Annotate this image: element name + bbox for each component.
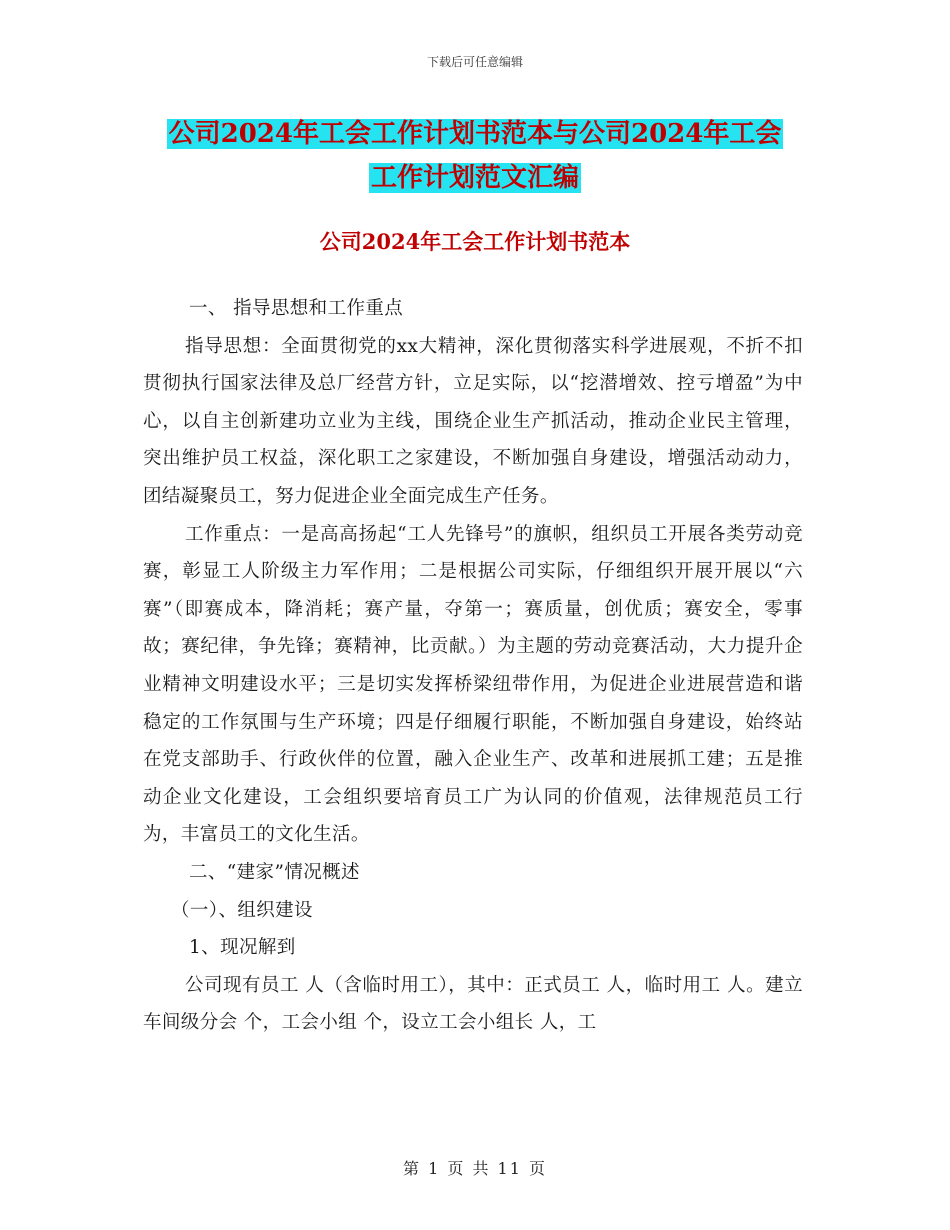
- heading-organization: （一）、组织建设: [171, 899, 313, 921]
- document-title-line2: 工作计划范文汇编: [370, 163, 579, 193]
- section-title: 公司2024年工会工作计划书范本: [319, 229, 631, 254]
- page-footer: 第 1 页 共 11 页: [403, 1159, 547, 1178]
- header-note: 下载后可任意编辑: [426, 55, 523, 69]
- paragraph-guiding-ideology: 指导思想：全面贯彻党的xx大精神，深化贯彻落实科学进展观，不折不扣贯彻执行国家法律及总厂经营方针，立足实际，以“挖潜增效、控亏增盈”为中心，以自主创新建功立业为主线，围绕企业生产抓活动，推动企业民主管理，突出维护员工权益，深化职工之家建设，不断加强自身建设，增强活动动力，团结凝聚员工，努力促进企业全面完成生产任务。: [143, 335, 803, 507]
- document-title-line1: 公司2024年工会工作计划书范本与公司2024年工会: [168, 119, 782, 149]
- document-body: [143, 290, 803, 1042]
- paragraph-work-focus: 工作重点：一是高高扬起“工人先锋号”的旗帜，组织员工开展各类劳动竞赛，彰显工人阶级主力军作用；二是根据公司实际，仔细组织开展开展以“六赛”（即赛成本，降消耗；赛产量，夺第一；赛质量，创优质；赛安全，零事故；赛纪律，争先锋；赛精神，比贡献。）为主题的劳动竞赛活动，大力提升企业精神文明建设水平；三是切实发挥桥梁纽带作用，为促进企业进展营造和谐稳定的工作氛围与生产环境；四是仔细履行职能，不断加强自身建设，始终站在党支部助手、行政伙伴的位置，融入企业生产、改革和进展抓工建；五是推动企业文化建设，工会组织要培育员工广为认同的价值观，法律规范员工行为，丰富员工的文化生活。: [143, 523, 803, 846]
- heading-guiding-ideology: 一、 指导思想和工作重点: [189, 298, 404, 319]
- paragraph-current-status: 公司现有员工 人（含临时用工），其中：正式员工 人，临时用工 人。建立车间级分会 个，工会小组 个，设立工会小组长 人，工: [143, 974, 803, 1034]
- heading-home-building: 二、“建家”情况概述: [189, 861, 360, 883]
- document-title: [140, 112, 810, 200]
- heading-current-status: 1、现况解到: [189, 937, 296, 959]
